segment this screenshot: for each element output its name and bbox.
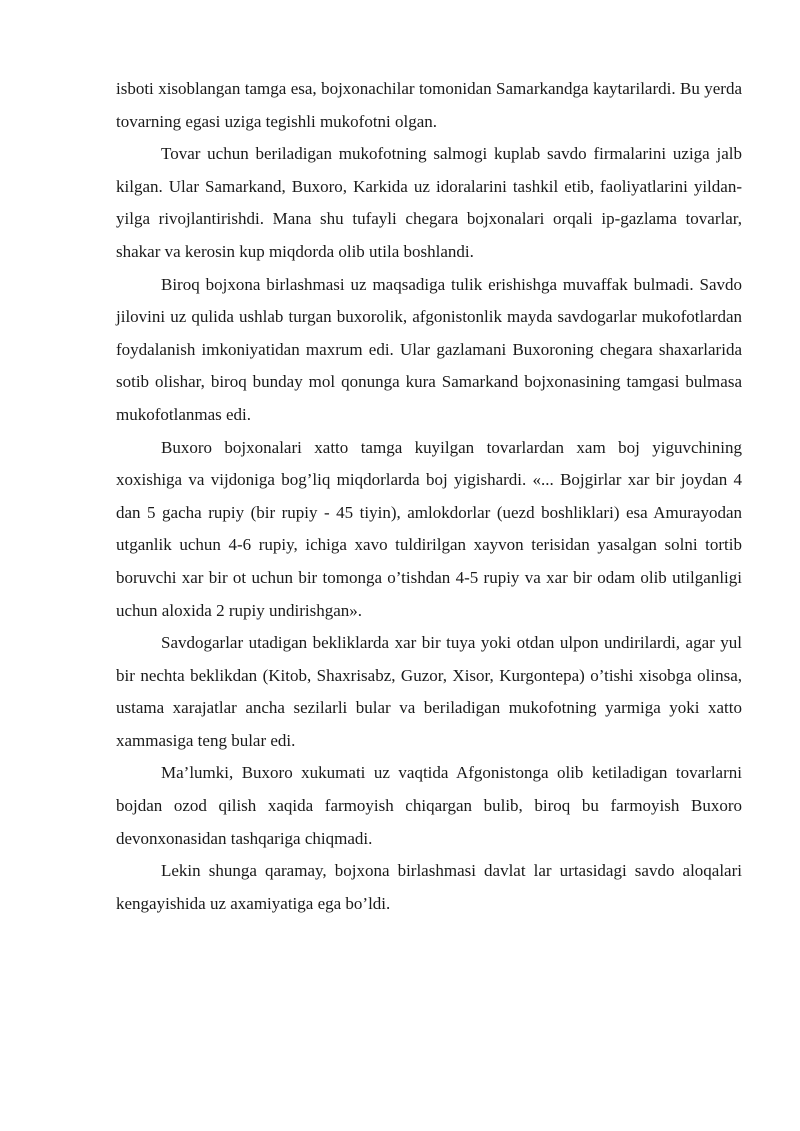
paragraph: Savdogarlar utadigan bekliklarda xar bir tuya yoki otdan ulpon undirilardi, agar yul bir nechta beklikdan (Kitob, Shaxrisabz, Guzor, Xisor, Kurgontepa) o’tishi xisobga olinsa, ustama xarajatlar ancha sezilarli bular va beriladigan mukofotning yarmiga yoki xatto xammasiga teng bular edi. [116, 633, 742, 750]
paragraph: Lekin shunga qaramay, bojxona birlashmasi davlat lar urtasidagi savdo aloqalari kengayishida uz axamiyatiga ega bo’ldi. [116, 861, 742, 913]
paragraph: Tovar uchun beriladigan mukofotning salmogi kuplab savdo firmalarini uziga jalb kilgan. Ular Samarkand, Buxoro, Karkida uz idoralarini tashkil etib, faoliyatlarini yildan-yilga rivojlantirishdi. Mana shu tufayli chegara bojxonalari orqali ip-gazlama tovarlar, shakar va kerosin kup miqdorda olib utila boshlandi. [116, 144, 742, 261]
paragraph: Biroq bojxona birlashmasi uz maqsadiga tulik erishishga muvaffak bulmadi. Savdo jilovini uz qulida ushlab turgan buxorolik, afgonistonlik mayda savdogarlar mukofotlardan foydalanish imkoniyatidan maxrum edi. Ular gazlamani Buxoroning chegara shaxarlarida sotib olishar, biroq bunday mol qonunga kura Samarkand bojxonasining tamgasi bulmasa mukofotlanmas edi. [116, 274, 742, 424]
document-body [116, 73, 742, 920]
paragraph: isboti xisoblangan tamga esa, bojxonachilar tomonidan Samarkandga kaytarilardi. Bu yerda tovarning egasi uziga tegishli mukofotni olgan. [116, 79, 742, 131]
paragraph: Ma’lumki, Buxoro xukumati uz vaqtida Afgonistonga olib ketiladigan tovarlarni bojdan ozod qilish xaqida farmoyish chiqargan bulib, biroq bu farmoyish Buxoro devonxonasidan tashqariga chiqmadi. [116, 763, 742, 848]
paragraph: Buxoro bojxonalari xatto tamga kuyilgan tovarlardan xam boj yiguvchining xoxishiga va vijdoniga bog’liq miqdorlarda boj yigishardi. «... Bojgirlar xar bir joydan 4 dan 5 gacha rupiy (bir rupiy - 45 tiyin), amlokdorlar (uezd boshliklari) esa Amurayodan utganlik uchun 4-6 rupiy, ichiga xavo tuldirilgan xayvon terisidan yasalgan solni tortib boruvchi xar bir ot uchun bir tomonga o’tishdan 4-5 rupiy va xar bir odam olib utilganligi uchun aloxida 2 rupiy undirishgan». [116, 437, 742, 620]
